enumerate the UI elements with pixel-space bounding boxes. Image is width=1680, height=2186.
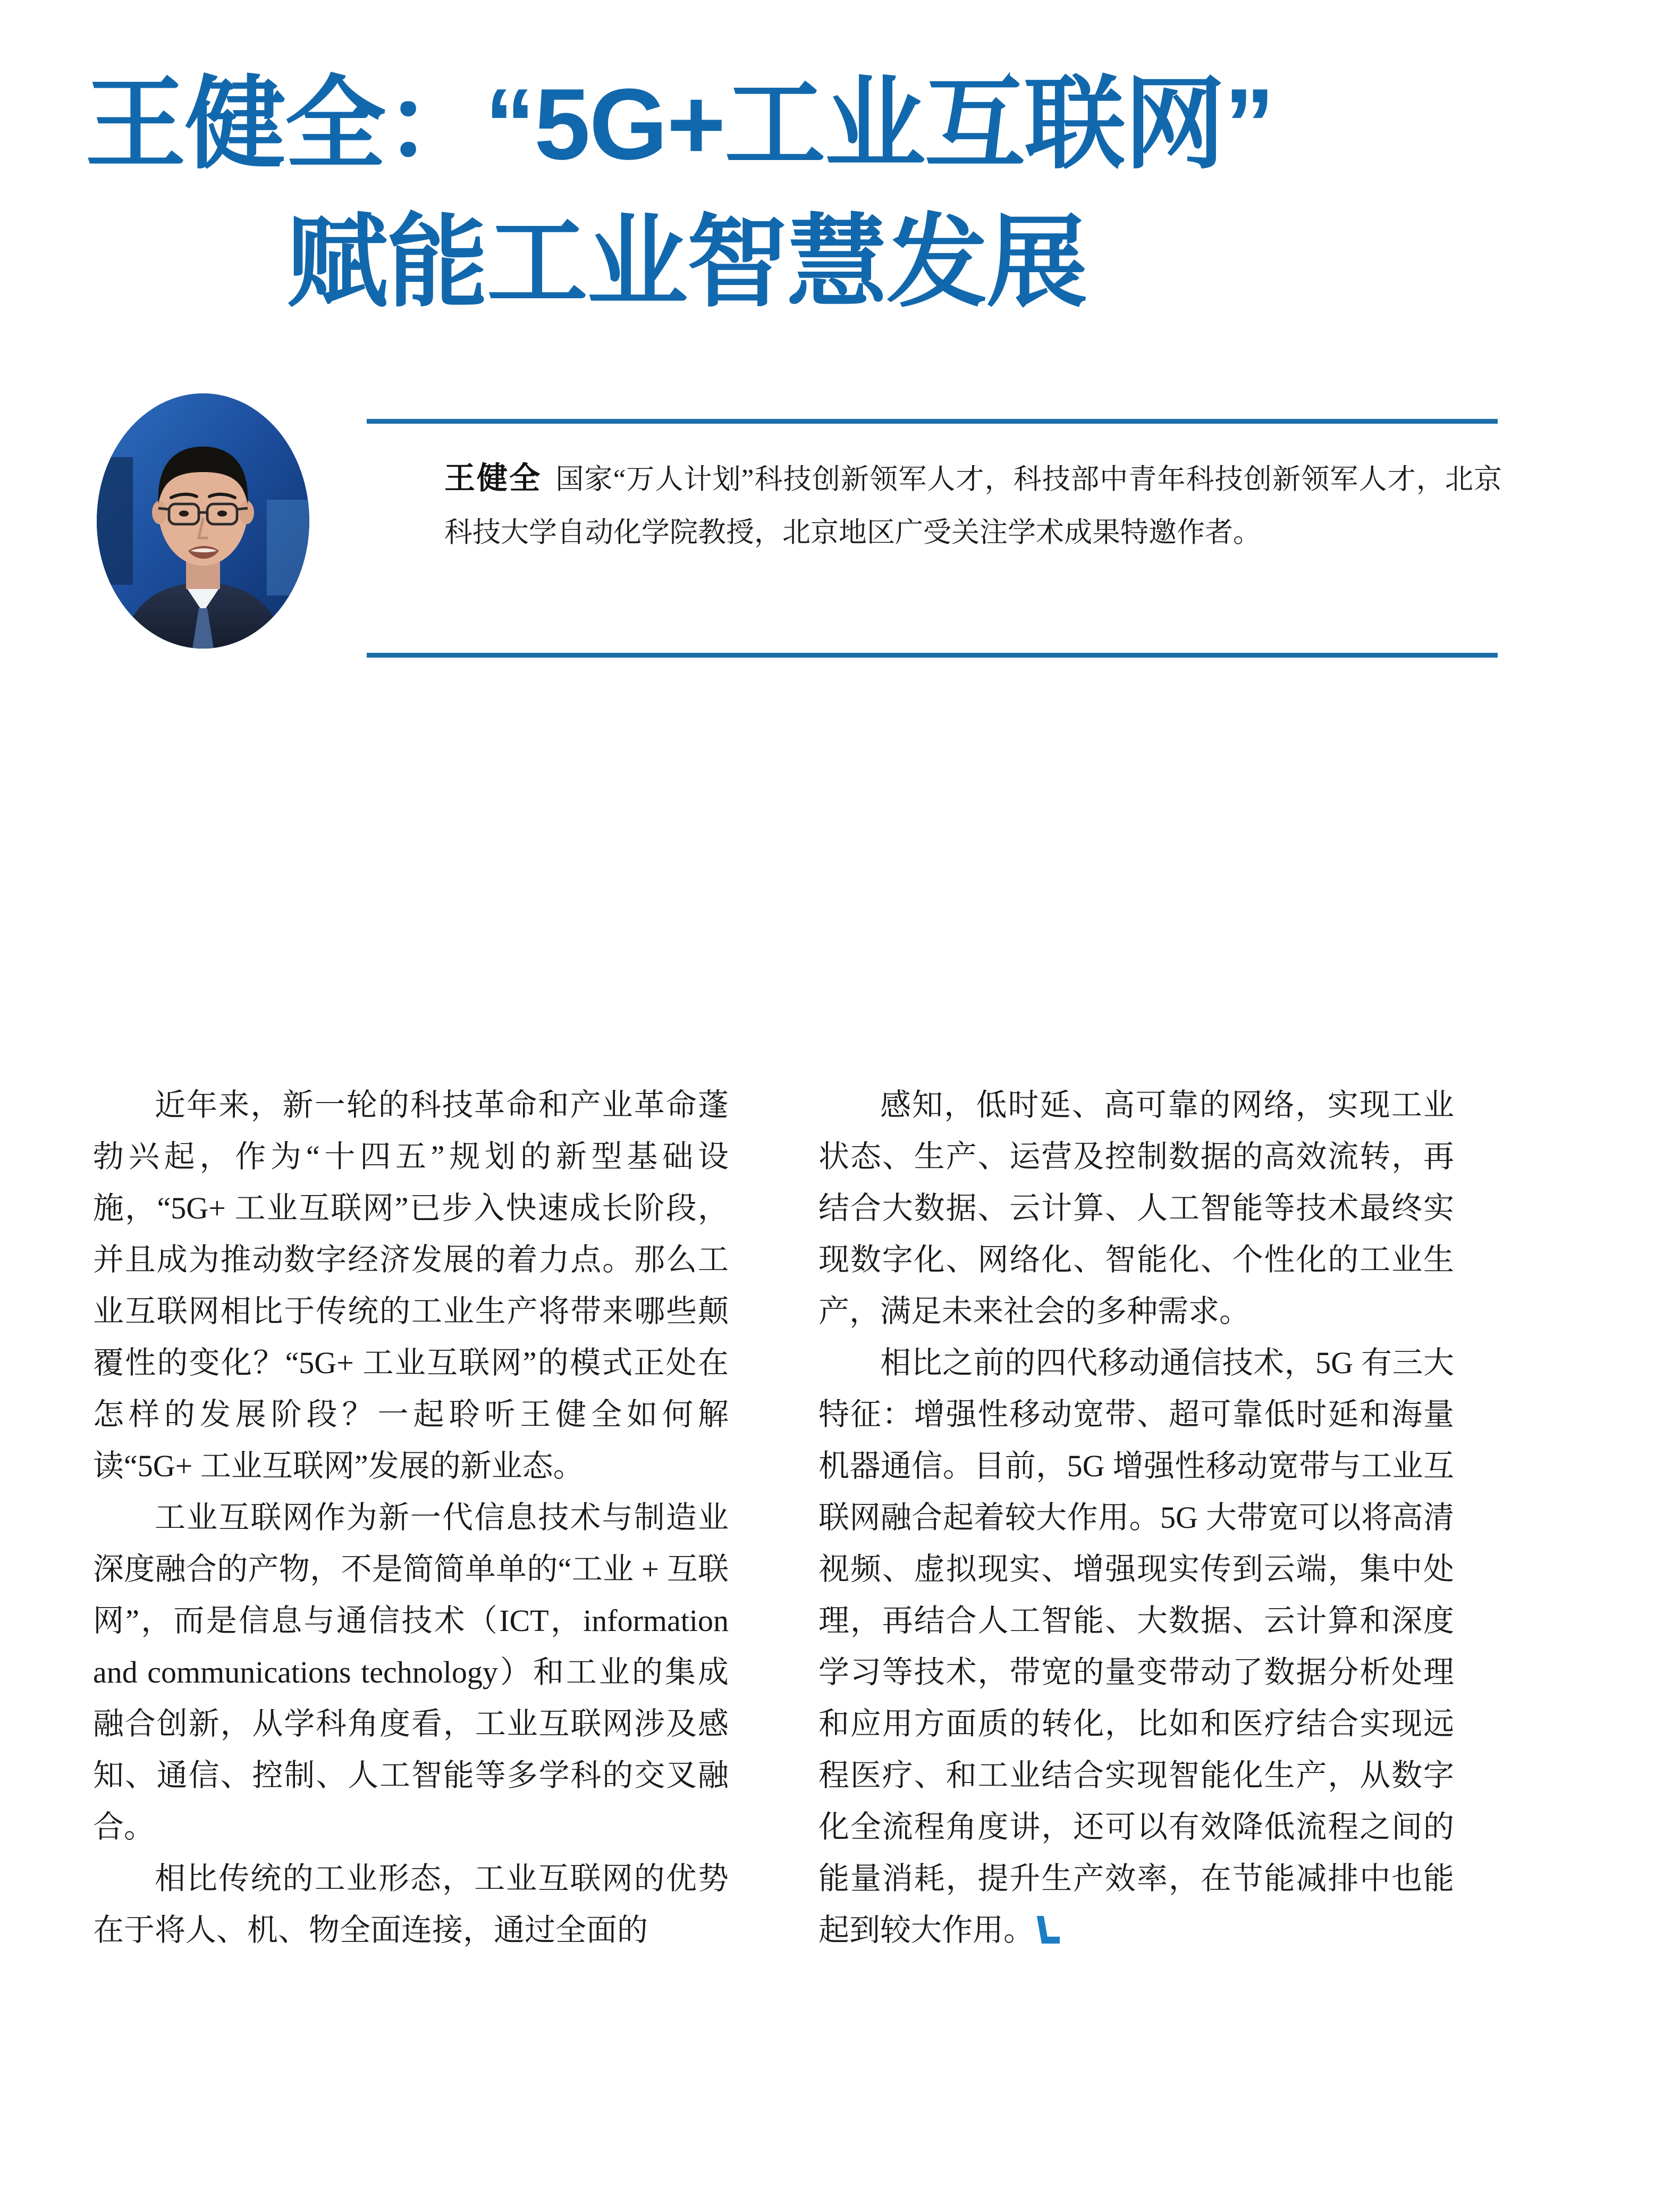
article-title-block <box>0 64 1680 323</box>
author-bio-block <box>0 383 1680 670</box>
bio-divider-bottom <box>367 653 1498 658</box>
body-paragraph: 相比传统的工业形态，工业互联网的优势在于将人、机、物全面连接，通过全面的 <box>93 1861 729 1947</box>
author-name: 王健全 <box>444 461 542 495</box>
article-body <box>0 1079 1680 2111</box>
page-title-line-1: 王健全：“5G+工业互联网” <box>85 68 1274 181</box>
body-paragraph: 近年来，新一轮的科技革命和产业革命蓬勃兴起，作为“十四五”规划的新型基础设施，“5G+ 工业互联网”已步入快速成长阶段，并且成为推动数字经济发展的着力点。那么工业互联网相比于传统的工业生产将带来哪些颠覆性的变化？“5G+ 工业互联网”的模式正处在怎样的发展阶段？一起聆听王健全如何解读“5G+ 工业互联网”发展的新业态。 <box>93 1088 729 1483</box>
body-paragraph-text: 相比之前的四代移动通信技术，5G 有三大特征：增强性移动宽带、超可靠低时延和海量机器通信。目前，5G 增强性移动宽带与工业互联网融合起着较大作用。5G 大带宽可以将高清视频、虚拟现实、增强现实传到云端，集中处理，再结合人工智能、大数据、云计算和深度学习等技术，带宽的量变带动了数据分析处理和应用方面质的转化，比如和医疗结合实现远程医疗、和工业结合实现智能化生产，从数字化全流程角度讲，还可以有效降低流程之间的能量消耗，提升生产效率，在节能减排中也能起到较大作用。 <box>818 1346 1454 1947</box>
body-column-right <box>818 1079 1454 1956</box>
end-of-article-mark-icon <box>1042 1916 1060 1944</box>
body-paragraph: 工业互联网作为新一代信息技术与制造业深度融合的产物，不是简简单单的“工业 + 互联网”，而是信息与通信技术（ICT，information and communications technology）和工业的集成融合创新，从学科角度看，工业互联网涉及感知、通信、控制、人工智能等多学科的交叉融合。 <box>93 1500 729 1844</box>
page-title-line-2: 赋能工业智慧发展 <box>287 206 1087 319</box>
author-bio-text <box>444 452 1502 559</box>
author-portrait-avatar <box>97 393 309 649</box>
body-paragraph: 感知，低时延、高可靠的网络，实现工业状态、生产、运营及控制数据的高效流转，再结合大数据、云计算、人工智能等技术最终实现数字化、网络化、智能化、个性化的工业生产，满足未来社会的多种需求。 <box>818 1088 1454 1329</box>
bio-divider-top <box>367 419 1498 424</box>
author-description: 国家“万人计划”科技创新领军人才，科技部中青年科技创新领军人才，北京科技大学自动化学院教授，北京地区广受关注学术成果特邀作者。 <box>444 464 1502 548</box>
body-paragraph-final <box>818 1337 1454 1956</box>
body-column-left <box>93 1079 729 1956</box>
